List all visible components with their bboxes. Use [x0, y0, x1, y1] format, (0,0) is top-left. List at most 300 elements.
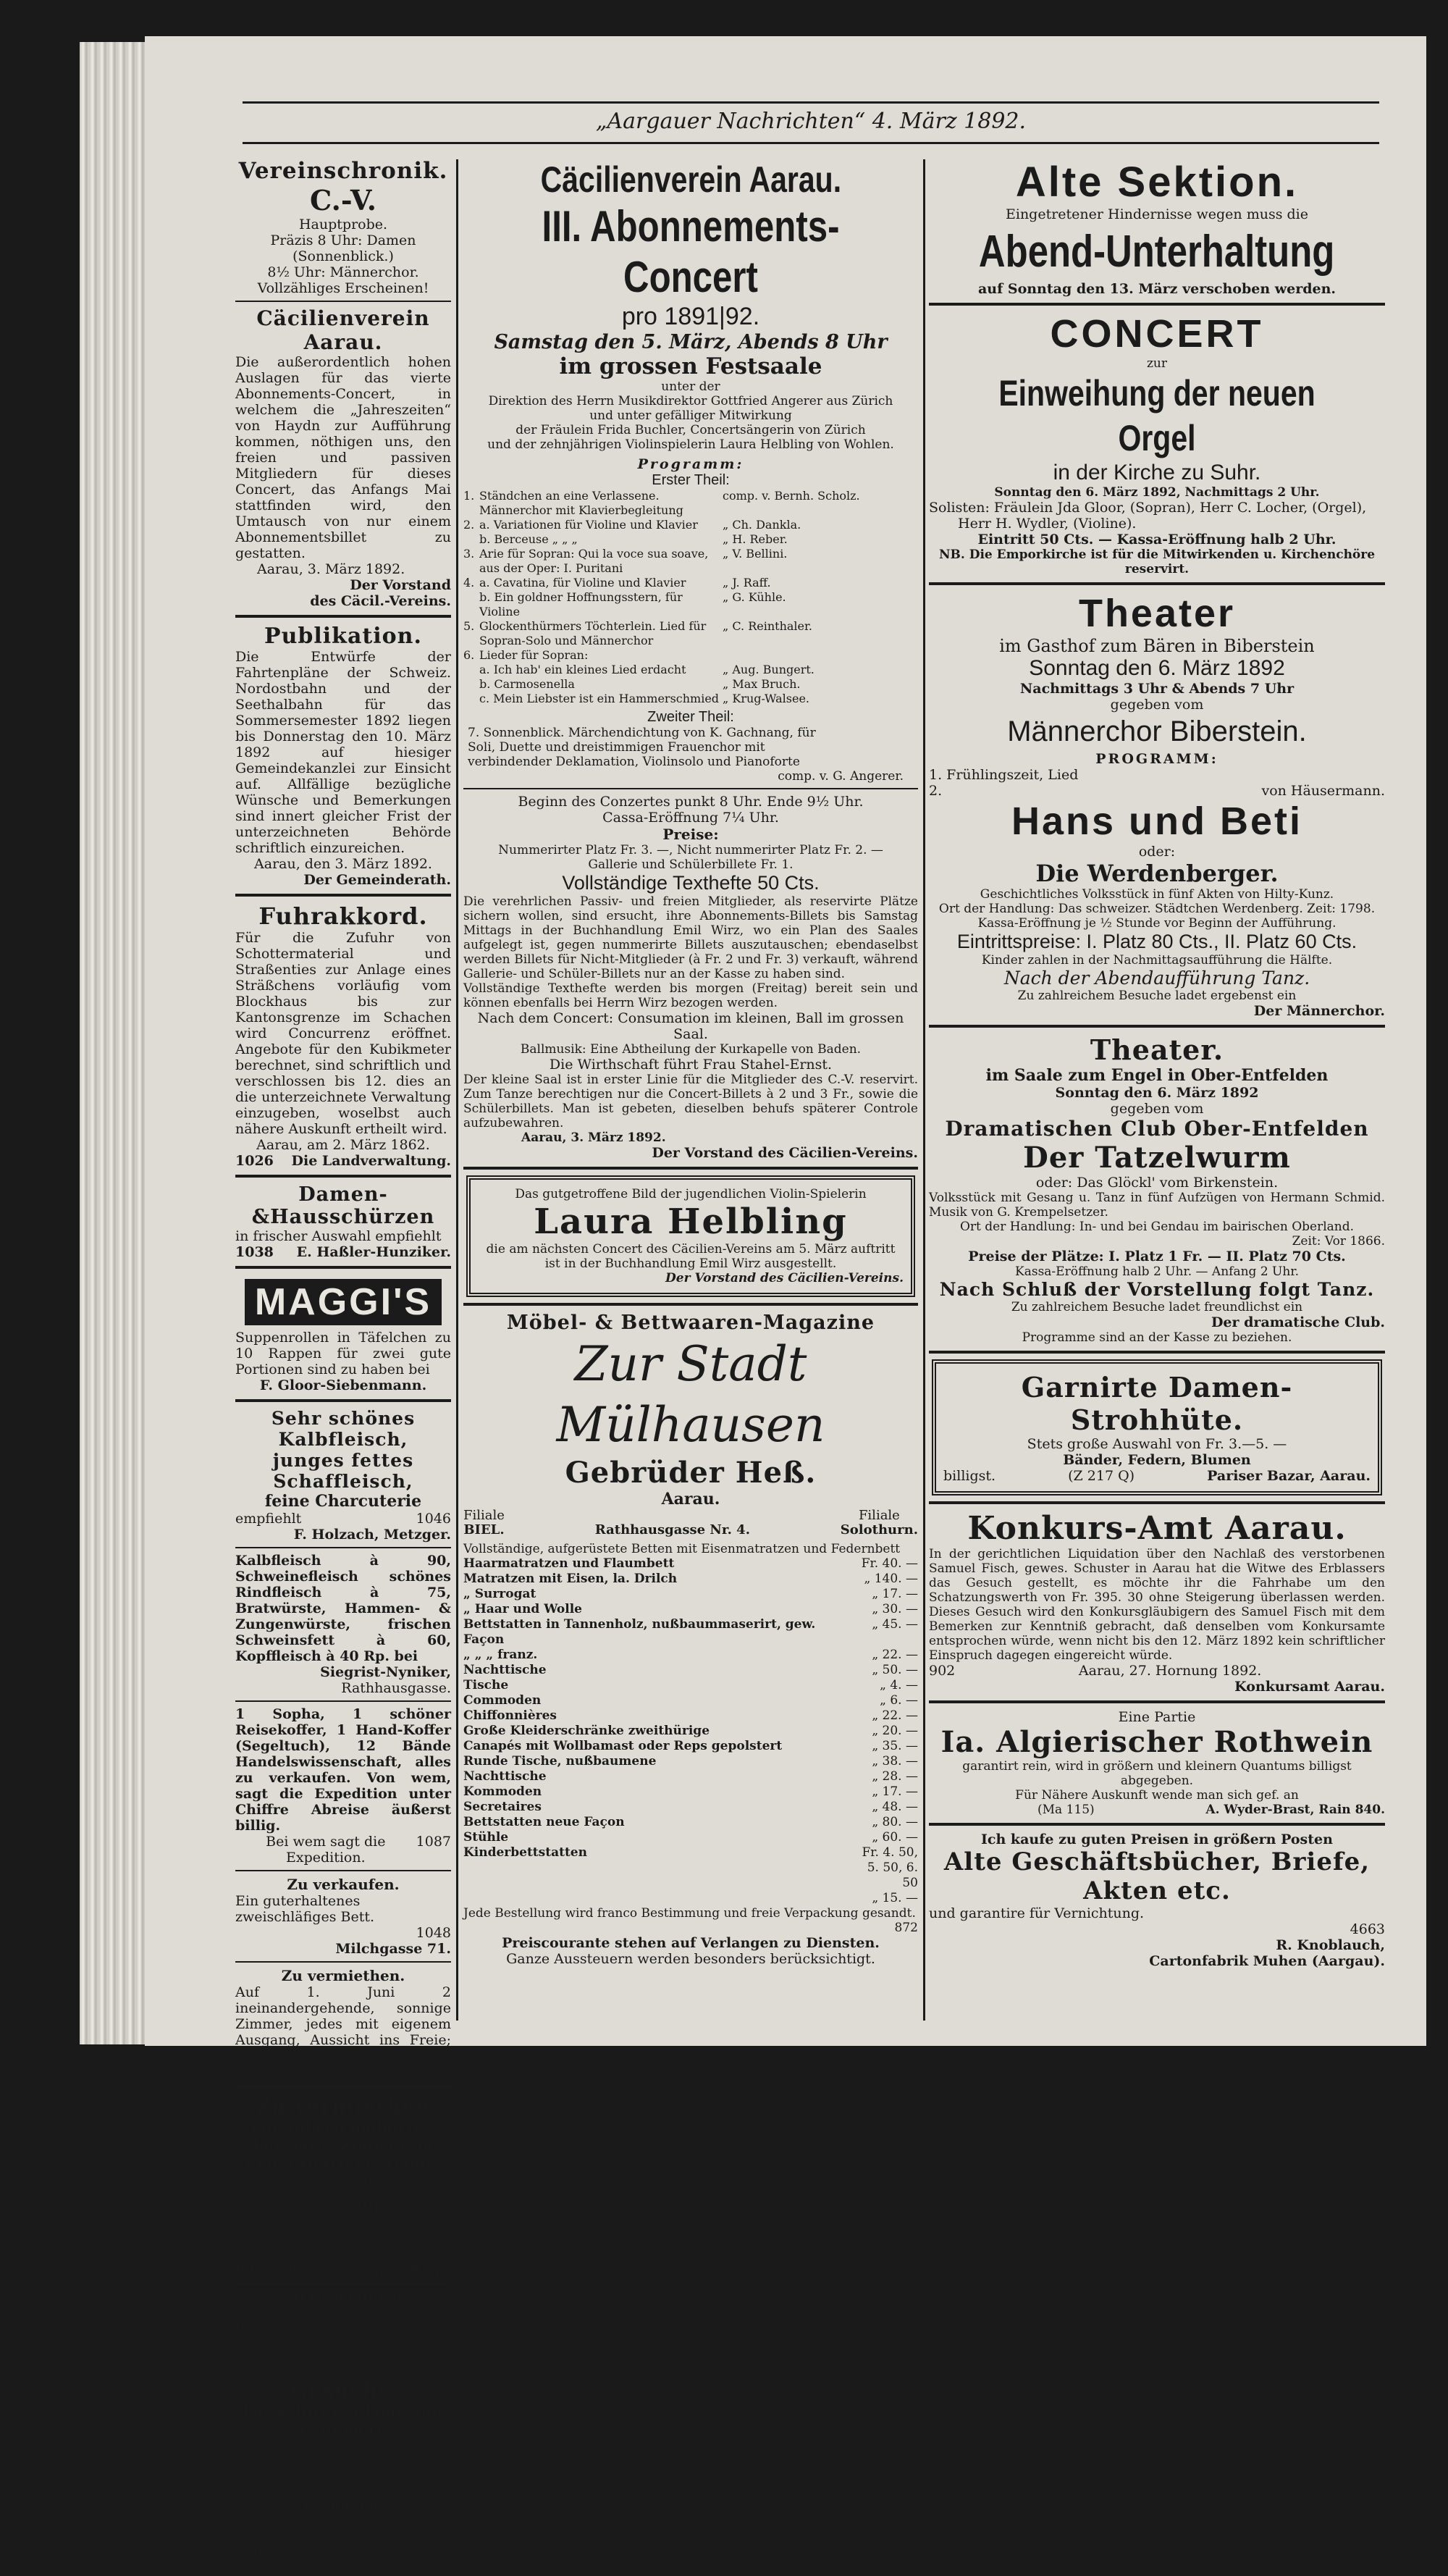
ad-separator [463, 788, 918, 789]
program-item [463, 648, 918, 663]
ad-line: Eine Partie [1118, 1709, 1196, 1725]
price-item: Große Kleiderschränke zweithürige [463, 1724, 710, 1738]
ad-body: Ein hübsch möblirtes, heizbares Zimmer an einen Herrn od. Dame. [245, 2118, 441, 2173]
ad-separator [235, 1175, 451, 1178]
ad-line: die am nächsten Concert des Cäcilien-Vereins am 5. März auftritt ist in der Buchhandlung Emil Wirz ausgestellt. [486, 1242, 896, 1271]
price-value: „ 15. — [872, 1891, 918, 1905]
concert-price: Gallerie und Schülerbillete Fr. 1. [588, 857, 794, 872]
price-row [463, 1784, 918, 1800]
ad-title: Damen-&Hausschürzen [251, 1183, 435, 1228]
ad-title: CONCERT [1050, 312, 1264, 356]
price-row [463, 1663, 918, 1678]
ad-signature: Die Landverwaltung. [291, 1153, 451, 1169]
concert-line: der Fräulein Frida Buchler, Concertsängerin von Zürich [515, 423, 866, 437]
price-row [463, 1830, 918, 1845]
price-item: Bettstatten in Tannenholz, nußbaummaserirt, gew. Façon [463, 1617, 816, 1647]
price-item: Stühle [463, 1830, 509, 1845]
price-item: Secretaires [463, 1800, 542, 1814]
ad-line: Jede Bestellung wird franco Bestimmung und freie Verpackung gesandt. [463, 1906, 916, 1921]
concert-date2: Aarau, 3. März 1892. [521, 1130, 666, 1145]
ad-theater-entfelden [929, 1033, 1385, 1345]
ad-number: (1010 [411, 2470, 451, 2486]
ad-line: NB. Die Emporkirche ist für die Mitwirkenden u. Kirchenchöre reservirt. [938, 547, 1376, 576]
ad-separator [235, 2193, 451, 2194]
ad-line: Geschichtliches Volksstück in fünf Akten von Hilty-Kunz. [980, 887, 1334, 902]
price-row [463, 1648, 918, 1663]
price-item: Kommoden [463, 1784, 542, 1799]
ad-body: Auf Anfang April ein luftiges Magazin mit gewölbtem Keller. [235, 2215, 451, 2262]
ad-line: Nach der Abendaufführung Tanz. [1003, 968, 1310, 989]
ad-line: Offerten sub Ch. 23 an d. Exped. d. Blts. [255, 2438, 432, 2470]
ad-title: feine Charcuterie [264, 1492, 422, 1511]
program-composer: comp. v. G. Angerer. [778, 769, 904, 784]
ad-theater-biberstein [929, 591, 1385, 1019]
price-row [463, 1602, 918, 1617]
ad-line: Kinder zahlen in der Nachmittagsaufführung die Hälfte. [981, 953, 1333, 968]
price-item: Nachttische [463, 1663, 547, 1677]
ad-title: Zu vermiethen. [285, 2288, 402, 2304]
ad-line: Herr H. Wydler, (Violine). [958, 516, 1137, 532]
ad-title: Alte Geschäftsbücher, Briefe, Akten etc. [943, 1847, 1371, 1905]
header-rule-top [243, 101, 1379, 104]
play-title: Der Tatzelwurm [1023, 1141, 1291, 1175]
ad-number: 925 [235, 2262, 264, 2278]
middle-column [463, 158, 918, 1967]
program-item-number [463, 532, 479, 547]
ad-title: Publikation. [264, 624, 422, 649]
price-value: „ 48. — [872, 1800, 918, 1814]
program-list [463, 489, 918, 706]
ad-line: billigst. [943, 1468, 996, 1484]
program-item-composer: „ V. Bellini. [723, 547, 788, 561]
ad-number: 838 [424, 2336, 451, 2352]
concert-kassa: Cassa-Eröffnung 7¼ Uhr. [602, 810, 779, 826]
ad-title: Vereinschronik. [238, 158, 448, 184]
ad-separator [929, 303, 1385, 306]
ad-separator [929, 582, 1385, 585]
ad-separator [235, 1399, 451, 1402]
concert-line: unter der [661, 379, 720, 394]
program-item [463, 576, 918, 590]
program-item-composer [723, 648, 918, 663]
ad-title: Fuhrakkord. [258, 902, 428, 930]
ad-separator [929, 1025, 1385, 1028]
program-item-number: 4. [463, 576, 475, 590]
program-item-composer: „ Krug-Walsee. [723, 692, 809, 705]
ad-title: Konkurs-Amt Aarau. [967, 1510, 1347, 1547]
program-item-composer: „ Max Bruch. [723, 677, 801, 691]
concert-line: und unter gefälliger Mitwirkung [589, 408, 792, 423]
ad-title: Cäcilienverein Aarau. [256, 306, 430, 354]
program-item: 7. Sonnenblick. Märchendichtung von K. Gachnang, für Soli, Duette und dreistimmigen Frauenchor mit verbindender Deklamation, Violinsolo und Pianoforte [468, 726, 816, 769]
ad-zu-vermiethen-3 [235, 2199, 451, 2278]
program-heading: PROGRAMM: [1095, 751, 1218, 767]
program-item-title: a. Cavatina, für Violine und Klavier [479, 576, 686, 590]
price-item: Haarmatratzen und Flaumbett [463, 1556, 675, 1571]
program-item-composer: „ C. Reinthaler. [723, 619, 812, 633]
ad-zu-vermiethen-1 [235, 1967, 451, 2080]
program-item-number [463, 590, 479, 619]
ad-separator [235, 2372, 451, 2374]
program-item [463, 663, 918, 677]
ad-title: Abend-Unterhaltung [979, 227, 1335, 277]
program-item-number [463, 692, 479, 706]
header-rule-bottom [243, 142, 1379, 144]
ad-separator [235, 894, 451, 897]
ad-line: Auskunft bei d. Exped. [235, 2173, 394, 2189]
ad-geschaeftsbuecher [929, 1832, 1385, 1969]
program-item-title: a. Ich hab' ein kleines Lied erdacht [479, 663, 686, 676]
ad-separator [235, 301, 451, 302]
ad-zu-vermiethen-4 [235, 2288, 451, 2368]
concert-line: Direktion des Herrn Musikdirektor Gottfried Angerer aus Zürich [488, 394, 893, 408]
ad-body: Auf 1. Juni 2 ineinandergehende, sonnige Zimmer, jedes mit eigenem Ausgang, Aussicht ins Freie; unmöblirt. [235, 1984, 451, 2064]
concert-season: pro 1891|92. [621, 303, 760, 330]
concert-venue: im grossen Festsaale [559, 353, 822, 379]
price-row [463, 1556, 918, 1572]
ad-signature: Der Gemeinderath. [303, 872, 451, 888]
ad-line: 8½ Uhr: Männerchor. [267, 264, 419, 280]
ad-number: 1046 [416, 1511, 451, 1527]
ad-separator [929, 1501, 1385, 1504]
ad-separator [235, 1547, 451, 1548]
ad-line: im Gasthof zum Bären in Biberstein [999, 636, 1315, 656]
ad-body: Für die Zufuhr von Schottermaterial und Straßenties zur Anlage eines Sträßchens vorläufig vom Blockhaus bis zur Kantonsgrenze im Schachen wird Concurrenz eröffnet. Angebote für den Kubikmeter berechnet, sind schriftlich und verschlossen bis 12. dies an die unterzeichnete Verwaltung einzugeben, woselbst auch nähere Auskunft ertheilt wird. [235, 930, 451, 1137]
ad-signature: Der dramatische Club. [1211, 1314, 1385, 1330]
ad-number: 872 [894, 1921, 918, 1935]
ad-signature: Der Vorstand [350, 577, 451, 593]
price-row [463, 1891, 918, 1906]
ad-number: 1040 [416, 2064, 451, 2080]
ad-date: Sonntag den 6. März 1892 [1055, 1085, 1259, 1101]
ad-separator [929, 1700, 1385, 1703]
program-composer: von Häusermann. [1261, 783, 1385, 799]
ad-line: im Saale zum Engel in Ober-Entfelden [985, 1066, 1329, 1085]
program-heading: Programm: [637, 456, 744, 472]
firm-address: Rathhausgasse Nr. 4. [594, 1522, 750, 1537]
price-row [463, 1678, 918, 1693]
column-rule-left [456, 159, 458, 2021]
ad-line: Kassa-Eröffnung je ½ Stunde vor Beginn der Aufführung. [977, 916, 1337, 931]
ad-line: (Z 217 Q) [1068, 1468, 1135, 1484]
ad-number: (1008 [411, 2173, 451, 2189]
price-item: Chiffonnières [463, 1708, 557, 1723]
program-item [463, 532, 918, 547]
concert-body: Der kleine Saal ist in erster Linie für die Mitglieder des C.-V. reservirt. Zum Tanze berechtigen nur die Concert-Billets à 2 und 3 Fr., sowie die Schülerbillets. Man ist gebeten, dieselben behufs späterer Controle aufzubewahren. [463, 1073, 918, 1130]
ad-signature: Der Männerchor. [1253, 1003, 1385, 1019]
ad-konkurs-amt [929, 1510, 1385, 1695]
program-item-title: b. Berceuse „ „ „ [479, 532, 578, 546]
ad-signature: F. Holzach, Metzger. [293, 1527, 451, 1543]
price-value: „ 28. — [872, 1769, 918, 1784]
program-item-title: Arie für Sopran: Qui la voce sua soave, aus der Oper: I. Puritani [479, 547, 709, 575]
price-item: „ Haar und Wolle [463, 1602, 582, 1616]
price-item: Canapés mit Wollbamast oder Reps gepolstert [463, 1739, 783, 1753]
left-column [235, 158, 451, 2576]
price-value: „ 140. — [864, 1572, 918, 1586]
ad-separator [235, 1266, 451, 1269]
price-row [463, 1708, 918, 1724]
ad-line: Bänder, Federn, Blumen [1063, 1452, 1251, 1468]
price-item: „ „ „ franz. [463, 1648, 538, 1662]
ad-line: Preiscourante stehen auf Verlangen zu Diensten. [502, 1935, 880, 1951]
price-item: „ Surrogat [463, 1587, 536, 1601]
program-item [463, 547, 918, 576]
price-item: Tische [463, 1678, 509, 1692]
ad-title: Sehr schönes Kalbfleisch, [271, 1408, 416, 1450]
ad-publikation [235, 624, 451, 888]
ad-date: Sonntag den 6. März 1892, Nachmittags 2 Uhr. [994, 485, 1320, 500]
firm-city: Aarau. [661, 1490, 720, 1509]
price-item [463, 1891, 849, 1906]
price-value: „ 50. — [872, 1663, 918, 1677]
ad-signature: Pariser Bazar, Aarau. [1207, 1468, 1371, 1484]
ad-line: Präzis 8 Uhr: Damen (Sonnenblick.) [270, 232, 416, 264]
filiale-label: Filiale [858, 1508, 900, 1523]
ad-title: Laura Helbling [534, 1201, 848, 1242]
price-value: „ 4. — [880, 1678, 918, 1692]
firm-name: Gebrüder Heß. [565, 1456, 817, 1490]
program-item-number [463, 677, 479, 692]
program-item-number: 6. [463, 648, 475, 662]
ad-body: in frischer Auswahl empfiehlt [235, 1228, 442, 1244]
ad-date: Aarau, 27. Hornung 1892. [1078, 1663, 1262, 1679]
price-value: Fr. 4. 50, 5. 50, 6. 50 [862, 1845, 918, 1890]
ad-signature: Konkursamt Aarau. [1234, 1679, 1385, 1695]
price-value: „ 22. — [872, 1648, 918, 1662]
ad-line: und garantire für Vernichtung. [929, 1905, 1145, 1921]
ad-line: Vollzähliges Erscheinen! [257, 280, 429, 296]
price-row [463, 1617, 918, 1648]
program-item-number: 5. [463, 619, 475, 633]
ad-separator [235, 2491, 451, 2492]
ad-signature: A. Wyder-Brast, Rain 840. [1205, 1803, 1385, 1817]
price-value: „ 6. — [880, 1693, 918, 1708]
ad-body: Eine große Parterre-Räumlichkeit als Magazin. [235, 2304, 451, 2336]
program-item: 1. Frühlingszeit, Lied [929, 767, 1079, 783]
ad-line: Zeit: Vor 1866. [1292, 1234, 1385, 1249]
ad-line: Ganze Aussteuern werden besonders berücksichtigt. [506, 1951, 875, 1967]
ad-subtitle: Männerchor Biberstein. [1007, 716, 1307, 747]
ad-title: Gesucht. [290, 2378, 396, 2402]
price-row [463, 1572, 918, 1587]
ad-line: Nach Schluß der Vorstellung folgt Tanz. [939, 1279, 1375, 1300]
ad-separator [463, 1303, 918, 1306]
ad-number: 1038 [235, 1244, 274, 1260]
ad-fuhrakkord [235, 902, 451, 1169]
ad-title: Ia. Algierischer Rothwein [940, 1725, 1373, 1759]
ad-line: garantirt rein, wird in größern und kleinern Quantums billigst abgegeben. [962, 1759, 1352, 1788]
price-value: „ 35. — [872, 1739, 918, 1753]
program-item-title: a. Variationen für Violine und Klavier [479, 518, 698, 532]
concert-org: Cäcilienverein Aarau. [540, 159, 841, 200]
program-item-number: 1. [463, 489, 475, 503]
ad-gefunden [235, 2496, 451, 2576]
ad-title: Zu vermiethen [256, 2094, 431, 2118]
concert-beginn: Beginn des Conzertes punkt 8 Uhr. Ende 9½ Uhr. [518, 794, 864, 810]
ad-line: oder: Das Glöckl' vom Birkenstein. [1035, 1175, 1279, 1191]
ad-alte-sektion [929, 158, 1385, 297]
concert-preise-heading: Preise: [662, 826, 719, 843]
price-value: Fr. 40. — [861, 1556, 918, 1571]
filiale-city: Solothurn. [840, 1522, 918, 1537]
store-name: Zur Stadt Mülhausen [556, 1336, 825, 1453]
ad-caecilienverein-notice [235, 306, 451, 609]
program-part: Erster Theil: [652, 472, 730, 488]
price-row [463, 1739, 918, 1754]
program-item-number: 3. [463, 547, 475, 561]
ad-body: Für sofort ein Logis mit 5 Zimmern. [242, 2402, 445, 2438]
program-item-title: Ständchen an eine Verlassene. Männerchor mit Klavierbegleitung [479, 489, 683, 517]
ad-separator [235, 1700, 451, 1702]
price-value: „ 80. — [872, 1815, 918, 1829]
price-value: „ 17. — [872, 1784, 918, 1799]
ad-subtitle: Hauptprobe. [298, 217, 388, 232]
ad-separator [235, 1870, 451, 1871]
concert-line: Die Wirthschaft führt Frau Stahel-Ernst. [549, 1057, 833, 1073]
ad-line: Eingetretener Hindernisse wegen muss die [1006, 206, 1308, 222]
ad-separator [235, 615, 451, 618]
program-item-composer: comp. v. Bernh. Scholz. [723, 489, 860, 503]
ad-concert-orgel [929, 311, 1385, 576]
ad-number: 902 [929, 1663, 956, 1679]
ad-line: Ort der Handlung: In- und bei Gendau im bairischen Oberland. [959, 1220, 1355, 1234]
price-list [463, 1556, 918, 1906]
ad-sopha [235, 1706, 451, 1866]
concert-texthefte: Vollständige Texthefte 50 Cts. [562, 872, 820, 894]
ad-separator [463, 1167, 918, 1170]
ad-line: Das gutgetroffene Bild der jugendlichen Violin-Spielerin [515, 1187, 867, 1201]
program-item [463, 692, 918, 706]
ad-body: 1 Sopha, 1 schöner Reisekoffer, 1 Hand-Koffer (Segeltuch), 12 Bände Handelswissenschaft, alles zu verkaufen. Von wem, sagt die Expedition unter Chiffre Abreise äußerst billig. [235, 1706, 451, 1834]
concert-body: Die verehrlichen Passiv- und freien Mitglieder, als reservirte Plätze sichern wollen, sind ersucht, ihre Abonnements-Billets bis Samstag Mittags in der Buchhandlung Emil Wirz, wo ein Plan des Saales aufgelegt ist, gegen nummerirte Billets auszutauschen; ebendaselbst werden Billets für Nicht-Mitglieder (à Fr. 2 und Fr. 3) verkauft, während Gallerie- und Schüler-Billets nur an der Kasse zu haben sind. [463, 894, 918, 981]
concert-date: Samstag den 5. März, Abends 8 Uhr [494, 331, 888, 353]
price-value: „ 22. — [872, 1708, 918, 1723]
ad-maggi [235, 1275, 451, 1393]
program-item: 2. [929, 783, 943, 799]
ad-signature: Der Vorstand des Cäcilien-Vereins. [665, 1271, 904, 1285]
ad-strohhuete [932, 1359, 1382, 1495]
page-edge-stack [80, 42, 146, 2044]
ad-signature: F. Gloor-Siebenmann. [259, 1377, 427, 1393]
ad-signature: Siegrist-Nyniker, [320, 1664, 451, 1680]
price-row [463, 1587, 918, 1602]
price-row [463, 1724, 918, 1739]
ad-signature: R. Knoblauch, [1276, 1937, 1385, 1953]
program-item-title: Glockenthürmers Töchterlein. Lied für Sopran-Solo und Männerchor [479, 619, 707, 647]
program-item-title: b. Carmosenella [479, 677, 575, 691]
program-item-number [463, 663, 479, 677]
play-subtitle: Die Werdenberger. [1035, 860, 1279, 887]
concert-line: und der zehnjährigen Violinspielerin Laura Helbling von Wohlen. [487, 437, 894, 452]
concert-title: III. Abonnements-Concert [542, 202, 840, 301]
ad-separator [929, 1351, 1385, 1354]
ad-zu-verkaufen [235, 1876, 451, 1957]
maggi-logo: MAGGI'S [245, 1279, 442, 1325]
right-column [929, 158, 1385, 1969]
ad-signature: E. Haßler-Hunziker. [296, 1244, 451, 1260]
price-item: Nachttische [463, 1769, 547, 1784]
program-item [463, 489, 918, 518]
program-item-composer: „ G. Kühle. [723, 590, 786, 604]
ad-title: Möbel- & Bettwaaren-Magazine [506, 1312, 875, 1334]
ad-line: Nachmittags 3 Uhr & Abends 7 Uhr [1019, 681, 1295, 697]
ad-fleisch-preise [235, 1553, 451, 1696]
price-item: Bettstatten neue Façon [463, 1815, 625, 1829]
ad-signature: Rathhausgasse. [341, 1680, 451, 1696]
program-part: Zweiter Theil: [647, 709, 734, 725]
price-row [463, 1769, 918, 1784]
ad-date: Aarau, 3. März 1892. [257, 561, 405, 577]
concert-line: Nach dem Concert: Consumation im kleinen, Ball im grossen Saal. [477, 1010, 904, 1042]
ad-signature: Milchgasse 71. [335, 1941, 451, 1957]
ad-gesucht [235, 2378, 451, 2486]
ad-moebel-magazine [463, 1312, 918, 1967]
ad-subtitle: in der Kirche zu Suhr. [1053, 461, 1261, 484]
ad-line: gegeben vom [1110, 697, 1204, 713]
program-item [463, 518, 918, 532]
ad-laura-helbling [466, 1175, 915, 1297]
ad-abonnements-concert [463, 158, 918, 1161]
ad-body: Ein guterhaltenes zweischläfiges Bett. [235, 1893, 375, 1925]
program-item-title: c. Mein Liebster ist ein Hammerschmied [479, 692, 720, 705]
ad-date: Aarau, am 2. März 1862. [256, 1137, 430, 1153]
play-title: Hans und Beti [1011, 800, 1303, 843]
ad-number: 1022 [416, 2560, 451, 2576]
ad-subtitle: Dramatischen Club Ober-Entfelden [945, 1117, 1369, 1141]
filiale-label: Filiale [463, 1508, 505, 1523]
ad-separator [235, 1961, 451, 1963]
column-rule-right [923, 159, 925, 2021]
price-row [463, 1845, 918, 1891]
ad-line: Für Nähere Auskunft wende man sich gef. an [1015, 1788, 1299, 1803]
ad-zu-vermiethen-2 [235, 2094, 451, 2189]
filiale-city: BIEL. [463, 1522, 505, 1537]
price-row [463, 1800, 918, 1815]
ad-title: Zu verkaufen. [287, 1876, 400, 1893]
ad-number: 1048 [416, 1925, 451, 1941]
ad-line: Zu zahlreichem Besuche ladet freundlichst ein [1011, 1300, 1303, 1314]
ad-rothwein [929, 1709, 1385, 1817]
price-item: Matratzen mit Eisen, la. Drilch [463, 1572, 678, 1586]
price-row [463, 1693, 918, 1708]
ad-line: oder: [1138, 844, 1176, 860]
ad-body: Ein Spazierstock mit Silbergriff. Wer sagt die Exped. [235, 2512, 451, 2560]
ad-body: Suppenrollen in Täfelchen zu 10 Rappen für zwei gute Portionen sind zu haben bei [235, 1330, 451, 1377]
price-value: „ 20. — [872, 1724, 918, 1738]
ad-title: Einweihung der neuen Orgel [998, 373, 1316, 458]
ad-kalbfleisch [235, 1408, 451, 1543]
cv-heading: C.-V. [310, 184, 376, 217]
ad-line: Ort der Handlung: Das schweizer. Städtchen Werdenberg. Zeit: 1798. [938, 902, 1376, 916]
ad-signature: R. Siebenmann-Rohr. [287, 2262, 451, 2278]
ad-line: auf Sonntag den 13. März verschoben werden. [977, 281, 1337, 297]
ad-separator [235, 2283, 451, 2284]
price-item: Runde Tische, nußbaumene [463, 1754, 657, 1769]
ad-body: Die außerordentlich hohen Auslagen für das vierte Abonnements-Concert, in welchem die „Jahreszeiten“ von Haydn zur Aufführung kommen, nöthigen uns, den freien und passiven Mitgliedern für dieses Concert, das Anfangs Mai stattfinden wird, den Umtausch von nur einem Abonnementsbillet zu gestatten. [235, 354, 451, 561]
ad-title: Theater. [1090, 1033, 1224, 1066]
program-item-composer: „ H. Reber. [723, 532, 788, 546]
concert-price: Nummerirter Platz Fr. 3. —, Nicht nummerirter Platz Fr. 2. — [498, 843, 883, 857]
ad-line: Bei wem sagt die Expedition. [266, 1834, 386, 1866]
price-item: Commoden [463, 1693, 542, 1708]
price-row [463, 1754, 918, 1769]
ad-signature: Cartonfabrik Muhen (Aargau). [1149, 1953, 1385, 1969]
ad-title: Theater [1078, 592, 1236, 635]
ad-title: Zu vermiethen. [281, 1967, 405, 1984]
program-item [463, 590, 918, 619]
ad-title: junges fettes Schaffleisch, [272, 1450, 414, 1492]
